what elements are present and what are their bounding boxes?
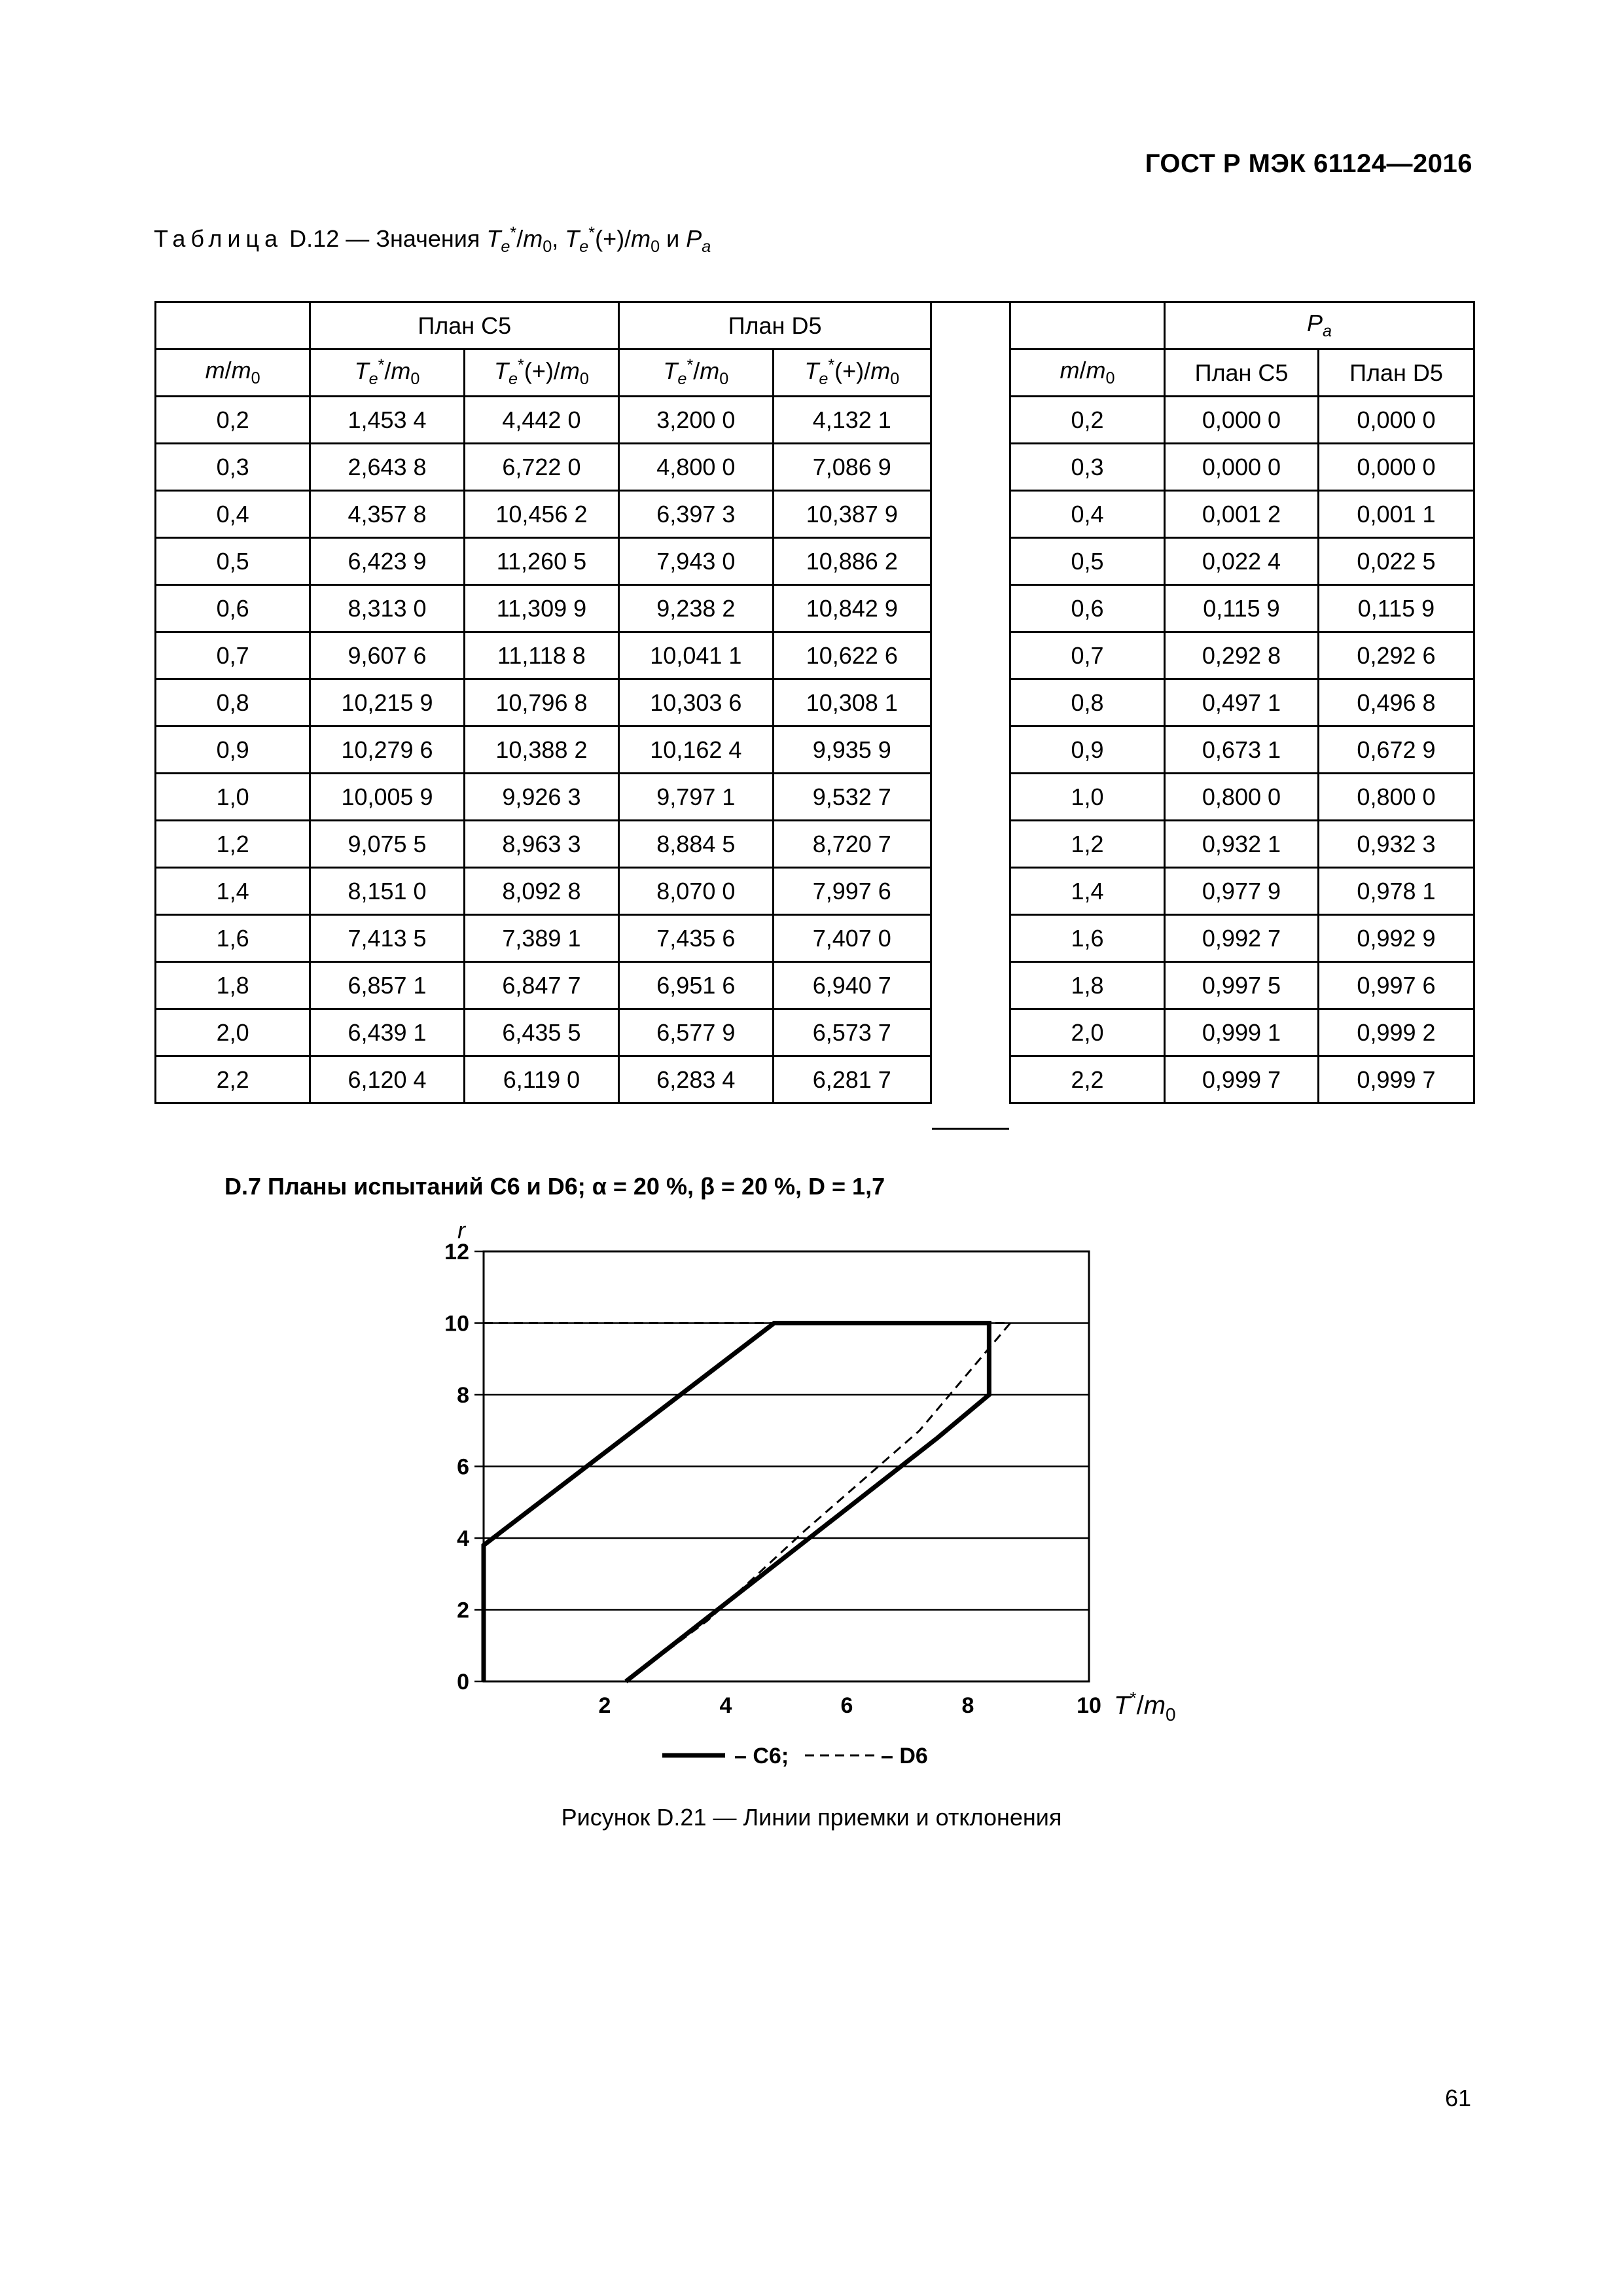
left-table-cell: 1,0 bbox=[156, 774, 310, 821]
left-table-cell: 1,2 bbox=[156, 821, 310, 868]
left-table-cell: 8,070 0 bbox=[619, 868, 773, 915]
left-table-cell: 0,9 bbox=[156, 726, 310, 774]
x-tick-label: 4 bbox=[719, 1693, 732, 1718]
standard-number: ГОСТ Р МЭК 61124—2016 bbox=[1145, 149, 1472, 178]
header-plan-c5: План C5 bbox=[310, 302, 619, 350]
left-table-cell: 11,260 5 bbox=[464, 538, 618, 585]
rh-z: 0 bbox=[1105, 369, 1115, 388]
caption-sub: e bbox=[501, 238, 510, 257]
caption-plus: (+) bbox=[595, 225, 625, 252]
right-table-cell: 0,001 1 bbox=[1318, 491, 1474, 538]
right-table-cell: 0,932 3 bbox=[1318, 821, 1474, 868]
left-table-cell: 6,119 0 bbox=[464, 1056, 618, 1103]
caption-sup2: * bbox=[588, 224, 596, 242]
series-c6-line bbox=[484, 1323, 989, 1682]
caption-slash2: / bbox=[624, 225, 632, 252]
h-e3: e bbox=[677, 370, 687, 389]
caption-and: и bbox=[666, 225, 680, 252]
h-z4: 0 bbox=[890, 370, 900, 389]
right-table-cell: 0,496 8 bbox=[1318, 679, 1474, 726]
right-table-cell: 0,3 bbox=[1010, 444, 1165, 491]
h-T: T bbox=[354, 357, 369, 385]
right-table-cell: 0,673 1 bbox=[1164, 726, 1318, 774]
right-table-cell: 0,800 0 bbox=[1318, 774, 1474, 821]
legend-d6-label: – D6 bbox=[881, 1744, 928, 1768]
x-tick-label: 2 bbox=[598, 1693, 611, 1718]
right-table-cell: 0,4 bbox=[1010, 491, 1165, 538]
rh-m2: m bbox=[1086, 357, 1106, 384]
caption-text: Значения bbox=[376, 225, 480, 252]
left-table-cell: 2,643 8 bbox=[310, 444, 464, 491]
left-table-cell: 6,940 7 bbox=[773, 962, 931, 1009]
left-table-cell: 11,309 9 bbox=[464, 585, 618, 632]
y-tick-label: 10 bbox=[444, 1311, 469, 1336]
h-mm2: m bbox=[560, 357, 580, 385]
header-plan-d5: План D5 bbox=[619, 302, 931, 350]
h-plus4: (+) bbox=[834, 357, 865, 385]
left-table-cell: 7,943 0 bbox=[619, 538, 773, 585]
right-table-cell: 0,992 9 bbox=[1318, 915, 1474, 962]
left-table-cell: 1,6 bbox=[156, 915, 310, 962]
figure-caption: Рисунок D.21 — Линии приемки и отклонения bbox=[561, 1804, 1062, 1831]
left-table-cell: 6,281 7 bbox=[773, 1056, 931, 1103]
left-table-cell: 0,2 bbox=[156, 397, 310, 444]
h-mm4: m bbox=[870, 357, 891, 385]
left-table-cell: 10,005 9 bbox=[310, 774, 464, 821]
h-mm: m bbox=[391, 357, 411, 385]
left-table-cell: 10,842 9 bbox=[773, 585, 931, 632]
right-table-cell: 0,2 bbox=[1010, 397, 1165, 444]
left-table-cell: 10,215 9 bbox=[310, 679, 464, 726]
left-table-cell: 6,397 3 bbox=[619, 491, 773, 538]
caption-prefix: Таблица bbox=[154, 225, 283, 252]
h-star2: * bbox=[518, 356, 524, 375]
h-zero: 0 bbox=[251, 369, 260, 388]
right-table-cell: 0,6 bbox=[1010, 585, 1165, 632]
x-tick-label: 10 bbox=[1077, 1693, 1101, 1718]
right-table-cell: 1,8 bbox=[1010, 962, 1165, 1009]
h-star: * bbox=[378, 356, 385, 375]
y-tick-label: 4 bbox=[457, 1526, 469, 1551]
left-table-cell: 8,313 0 bbox=[310, 585, 464, 632]
h-star4: * bbox=[828, 356, 835, 375]
right-table-cell: 0,8 bbox=[1010, 679, 1165, 726]
left-table-cell: 6,577 9 bbox=[619, 1009, 773, 1056]
series-d6-line bbox=[484, 1323, 1010, 1682]
right-table-cell: 0,022 4 bbox=[1164, 538, 1318, 585]
right-table-cell: 0,977 9 bbox=[1164, 868, 1318, 915]
right-table-cell: 0,999 7 bbox=[1164, 1056, 1318, 1103]
r-P: P bbox=[1306, 310, 1323, 337]
left-table-cell: 7,413 5 bbox=[310, 915, 464, 962]
left-table-cell: 10,388 2 bbox=[464, 726, 618, 774]
left-table-cell: 7,997 6 bbox=[773, 868, 931, 915]
page-number: 61 bbox=[1444, 2085, 1471, 2111]
r-header-plan-c5: План C5 bbox=[1164, 350, 1318, 397]
left-table-cell: 6,439 1 bbox=[310, 1009, 464, 1056]
caption-m2: m bbox=[631, 225, 651, 252]
left-table-cell: 9,926 3 bbox=[464, 774, 618, 821]
caption-comma: , bbox=[552, 225, 559, 252]
y-tick-label: 8 bbox=[457, 1383, 469, 1408]
left-table-cell: 0,7 bbox=[156, 632, 310, 679]
right-table-cell: 2,0 bbox=[1010, 1009, 1165, 1056]
right-table-cell: 0,800 0 bbox=[1164, 774, 1318, 821]
right-table-cell: 0,999 1 bbox=[1164, 1009, 1318, 1056]
left-table-cell: 6,951 6 bbox=[619, 962, 773, 1009]
left-table-cell: 10,308 1 bbox=[773, 679, 931, 726]
h-T3: T bbox=[663, 357, 678, 385]
left-table-cell: 7,086 9 bbox=[773, 444, 931, 491]
left-table-cell: 4,800 0 bbox=[619, 444, 773, 491]
left-table-cell: 10,041 1 bbox=[619, 632, 773, 679]
left-table-cell: 8,151 0 bbox=[310, 868, 464, 915]
left-table-cell: 8,720 7 bbox=[773, 821, 931, 868]
right-table-cell: 0,000 0 bbox=[1164, 444, 1318, 491]
left-table-cell: 4,132 1 bbox=[773, 397, 931, 444]
caption-sub02: 0 bbox=[651, 238, 660, 257]
left-table-cell: 9,607 6 bbox=[310, 632, 464, 679]
h-z2: 0 bbox=[579, 370, 589, 389]
caption-sub0: 0 bbox=[543, 238, 552, 257]
h-mm3: m bbox=[700, 357, 720, 385]
y-tick-label: 12 bbox=[444, 1240, 469, 1265]
left-table-cell: 11,118 8 bbox=[464, 632, 618, 679]
legend-c6-label: – C6; bbox=[734, 1744, 789, 1768]
left-table-cell: 10,279 6 bbox=[310, 726, 464, 774]
caption-m: m bbox=[523, 225, 543, 252]
left-table-cell: 0,3 bbox=[156, 444, 310, 491]
h-T4: T bbox=[804, 357, 819, 385]
left-table-cell: 10,387 9 bbox=[773, 491, 931, 538]
right-table-cell: 0,7 bbox=[1010, 632, 1165, 679]
caption-dash: — bbox=[346, 225, 370, 252]
left-table-cell: 9,075 5 bbox=[310, 821, 464, 868]
caption-sub2: e bbox=[579, 238, 589, 257]
left-table-cell: 3,200 0 bbox=[619, 397, 773, 444]
y-tick-label: 6 bbox=[457, 1454, 469, 1480]
caption-number: D.12 bbox=[289, 225, 340, 252]
right-table-cell: 0,000 0 bbox=[1318, 444, 1474, 491]
left-table-cell: 6,722 0 bbox=[464, 444, 618, 491]
left-table-cell: 6,423 9 bbox=[310, 538, 464, 585]
x-tick-label: 8 bbox=[961, 1693, 974, 1718]
right-table-cell: 1,0 bbox=[1010, 774, 1165, 821]
caption-sub-a: a bbox=[702, 238, 711, 257]
left-table-cell: 10,303 6 bbox=[619, 679, 773, 726]
x-tick-label: 6 bbox=[840, 1693, 853, 1718]
left-table-cell: 4,442 0 bbox=[464, 397, 618, 444]
right-table-cell: 0,000 0 bbox=[1164, 397, 1318, 444]
left-table-cell: 0,5 bbox=[156, 538, 310, 585]
h-z3: 0 bbox=[719, 370, 729, 389]
right-table-cell: 0,932 1 bbox=[1164, 821, 1318, 868]
left-table-cell: 9,935 9 bbox=[773, 726, 931, 774]
caption-sym-T2: T bbox=[565, 225, 580, 252]
left-table-cell: 1,8 bbox=[156, 962, 310, 1009]
caption-slash: / bbox=[516, 225, 524, 252]
y-tick-label: 0 bbox=[457, 1670, 469, 1695]
h-z: 0 bbox=[410, 370, 420, 389]
left-table-cell: 10,456 2 bbox=[464, 491, 618, 538]
left-table-cell: 9,532 7 bbox=[773, 774, 931, 821]
h-sl2: / bbox=[553, 357, 560, 385]
left-table-cell: 2,2 bbox=[156, 1056, 310, 1103]
left-table-cell: 6,847 7 bbox=[464, 962, 618, 1009]
right-table-cell: 0,292 8 bbox=[1164, 632, 1318, 679]
h-slash: / bbox=[224, 357, 232, 384]
right-table-cell: 0,672 9 bbox=[1318, 726, 1474, 774]
left-table-cell: 6,857 1 bbox=[310, 962, 464, 1009]
caption-sup: * bbox=[510, 224, 517, 242]
right-table-cell: 0,115 9 bbox=[1318, 585, 1474, 632]
h-m: m bbox=[205, 357, 225, 384]
right-table-cell: 0,997 5 bbox=[1164, 962, 1318, 1009]
right-table-cell: 0,5 bbox=[1010, 538, 1165, 585]
left-table-cell: 0,6 bbox=[156, 585, 310, 632]
h-e: e bbox=[368, 370, 378, 389]
rh-m: m bbox=[1060, 357, 1080, 384]
left-table-cell: 7,389 1 bbox=[464, 915, 618, 962]
left-table-cell: 10,162 4 bbox=[619, 726, 773, 774]
left-table-cell: 7,407 0 bbox=[773, 915, 931, 962]
right-table-cell: 0,999 2 bbox=[1318, 1009, 1474, 1056]
right-table-cell: 0,292 6 bbox=[1318, 632, 1474, 679]
left-table-cell: 8,092 8 bbox=[464, 868, 618, 915]
h-plus: (+) bbox=[524, 357, 554, 385]
x-axis-label: $T^*/m_0$ bbox=[1114, 1688, 1176, 1725]
caption-sym-T1: T bbox=[486, 225, 501, 252]
left-table-cell: 1,4 bbox=[156, 868, 310, 915]
right-table-cell: 0,000 0 bbox=[1318, 397, 1474, 444]
left-table-cell: 6,435 5 bbox=[464, 1009, 618, 1056]
left-table-cell: 6,573 7 bbox=[773, 1009, 931, 1056]
right-table-cell: 1,4 bbox=[1010, 868, 1165, 915]
rh-sl: / bbox=[1079, 357, 1086, 384]
left-table-cell: 8,963 3 bbox=[464, 821, 618, 868]
h-sl4: / bbox=[864, 357, 871, 385]
h-T2: T bbox=[494, 357, 508, 385]
h-e4: e bbox=[819, 370, 829, 389]
left-table-cell: 10,622 6 bbox=[773, 632, 931, 679]
left-table-cell: 10,886 2 bbox=[773, 538, 931, 585]
left-table-cell: 9,797 1 bbox=[619, 774, 773, 821]
right-table-cell: 0,115 9 bbox=[1164, 585, 1318, 632]
right-table-cell: 0,497 1 bbox=[1164, 679, 1318, 726]
right-table-cell: 1,2 bbox=[1010, 821, 1165, 868]
left-table-cell: 9,238 2 bbox=[619, 585, 773, 632]
right-table-cell: 2,2 bbox=[1010, 1056, 1165, 1103]
left-table-cell: 2,0 bbox=[156, 1009, 310, 1056]
h-sl: / bbox=[384, 357, 391, 385]
r-header-plan-d5: План D5 bbox=[1318, 350, 1474, 397]
right-table-cell: 0,999 7 bbox=[1318, 1056, 1474, 1103]
left-table-cell: 0,4 bbox=[156, 491, 310, 538]
left-table-cell: 1,453 4 bbox=[310, 397, 464, 444]
right-table-cell: 0,9 bbox=[1010, 726, 1165, 774]
left-table-cell: 8,884 5 bbox=[619, 821, 773, 868]
right-table-cell: 0,997 6 bbox=[1318, 962, 1474, 1009]
r-a: a bbox=[1322, 322, 1332, 341]
y-axis-label: r bbox=[457, 1217, 465, 1244]
h-m2: m bbox=[231, 357, 251, 384]
left-table-cell: 4,357 8 bbox=[310, 491, 464, 538]
h-e2: e bbox=[508, 370, 518, 389]
right-table-cell: 0,022 5 bbox=[1318, 538, 1474, 585]
h-star3: * bbox=[687, 356, 694, 375]
right-table-cell: 0,992 7 bbox=[1164, 915, 1318, 962]
section-title: D.7 Планы испытаний C6 и D6; α = 20 %, β = 20 %, D = 1,7 bbox=[224, 1173, 885, 1200]
left-table-cell: 6,120 4 bbox=[310, 1056, 464, 1103]
left-table-cell: 0,8 bbox=[156, 679, 310, 726]
h-sl3: / bbox=[693, 357, 700, 385]
caption-P: P bbox=[686, 225, 702, 252]
y-tick-label: 2 bbox=[457, 1598, 469, 1623]
right-table-cell: 0,001 2 bbox=[1164, 491, 1318, 538]
right-table-cell: 1,6 bbox=[1010, 915, 1165, 962]
left-table-cell: 10,796 8 bbox=[464, 679, 618, 726]
right-table-cell: 0,978 1 bbox=[1318, 868, 1474, 915]
left-table-cell: 6,283 4 bbox=[619, 1056, 773, 1103]
left-table-cell: 7,435 6 bbox=[619, 915, 773, 962]
